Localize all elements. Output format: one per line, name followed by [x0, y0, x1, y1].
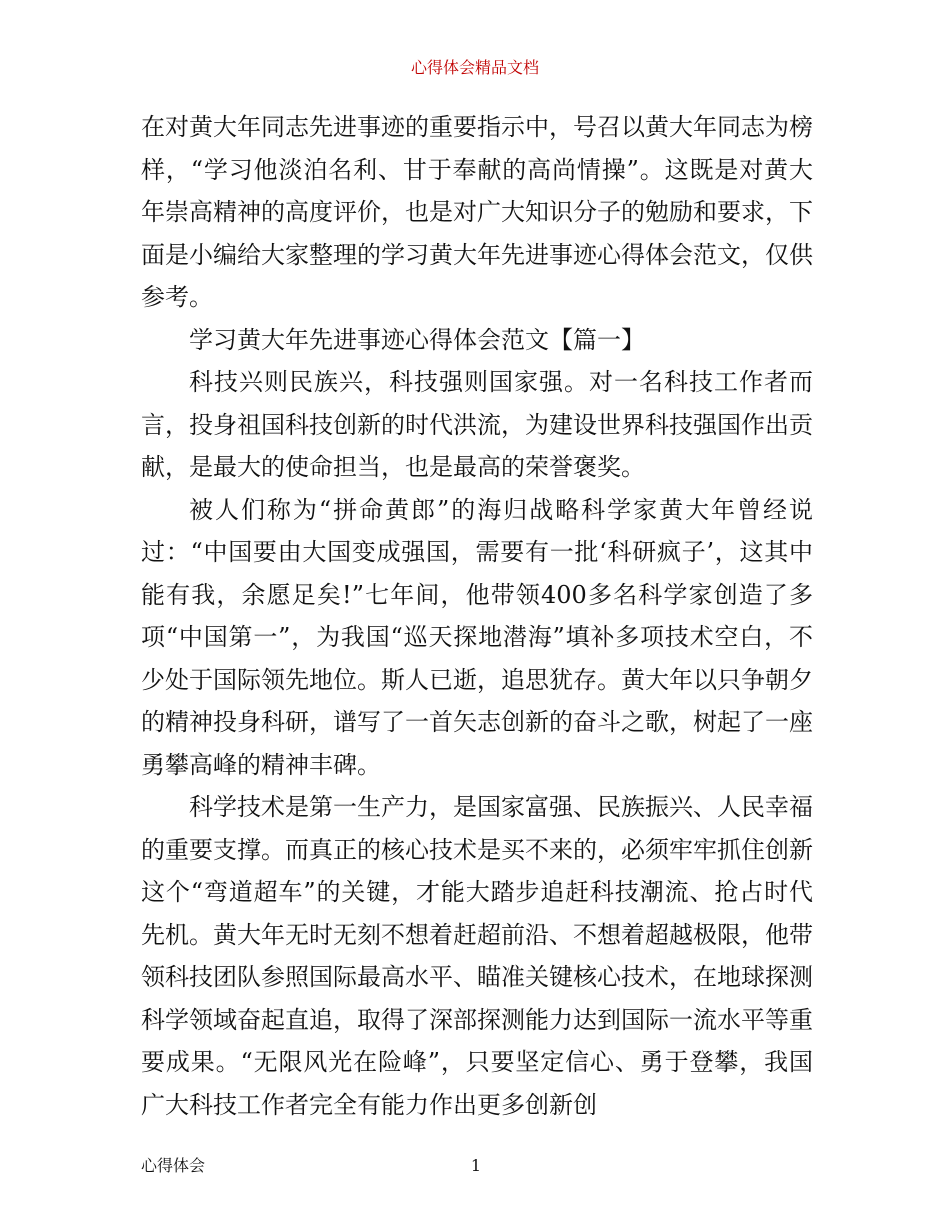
- intro-paragraph: 在对黄大年同志先进事迹的重要指示中，号召以黄大年同志为榜样，“学习他淡泊名利、甘于奉献的高尚情操”。这既是对黄大年崇高精神的高度评价，也是对广大知识分子的勉励和要求，下面是小编给大家整理的学习黄大年先进事迹心得体会范文，仅供参考。: [141, 113, 813, 311]
- body-paragraph: 科学技术是第一生产力，是国家富强、民族振兴、人民幸福的重要支撑。而真正的核心技术是买不来的，必须牢牢抓住创新这个“弯道超车”的关键，才能大踏步追赶科技潮流、抢占时代先机。黄大年无时无刻不想着赶超前沿、不想着超越极限，他带领科技团队参照国际最高水平、瞄准关键核心技术，在地球探测科学领域奋起直追，取得了深部探测能力达到国际一流水平等重要成果。“无限风光在险峰”，只要坚定信心、勇于登攀，我国广大科技工作者完全有能力作出更多创新创: [141, 793, 813, 1119]
- document-body: [141, 106, 813, 1126]
- page-number: 1: [470, 1156, 482, 1175]
- page-header: 心得体会精品文档: [410, 58, 539, 77]
- body-paragraph: 科技兴则民族兴，科技强则国家强。对一名科技工作者而言，投身祖国科技创新的时代洪流，为建设世界科技强国作出贡献，是最大的使命担当，也是最高的荣誉褒奖。: [141, 368, 813, 481]
- section-title: 学习黄大年先进事迹心得体会范文【篇一】: [189, 325, 645, 354]
- body-paragraph: 被人们称为“拼命黄郎”的海归战略科学家黄大年曾经说过：“中国要由大国变成强国，需要有一批‘科研疯子’，这其中能有我，余愿足矣!”七年间，他带领400多名科学家创造了多项“中国第一”，为我国“巡天探地潜海”填补多项技术空白，不少处于国际领先地位。斯人已逝，追思犹存。黄大年以只争朝夕的精神投身科研，谱写了一首矢志创新的奋斗之歌，树起了一座勇攀高峰的精神丰碑。: [141, 495, 813, 779]
- footer-label: 心得体会: [141, 1156, 206, 1175]
